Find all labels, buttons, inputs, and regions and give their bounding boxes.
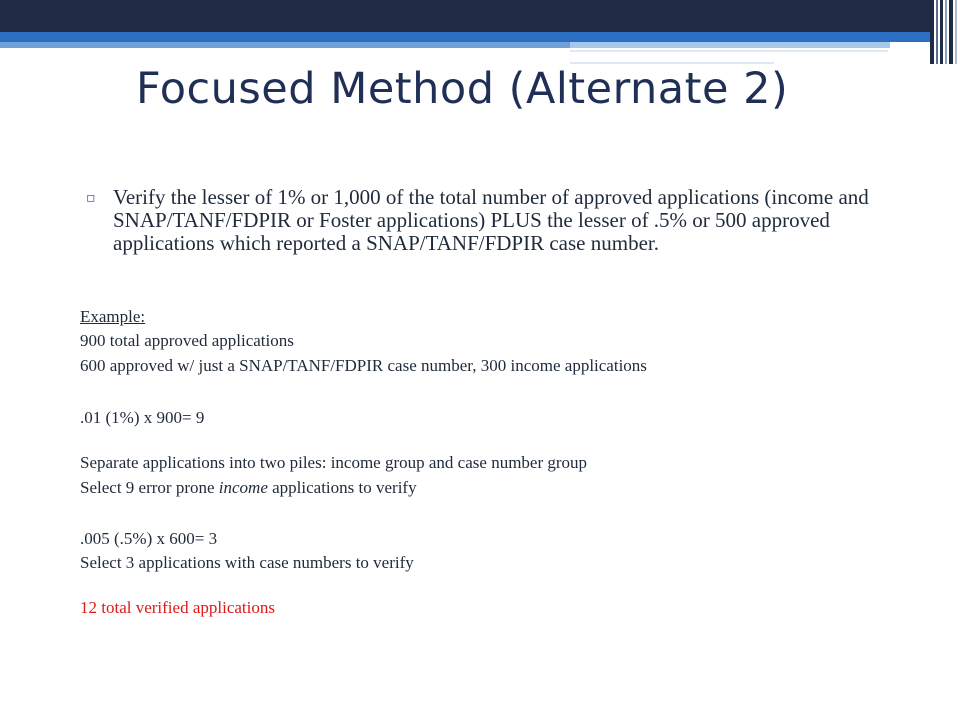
decorative-bar bbox=[940, 0, 943, 64]
bullet-item bbox=[86, 186, 876, 255]
decorative-bar bbox=[949, 0, 953, 64]
decorative-bar bbox=[945, 0, 947, 64]
banner-strip bbox=[570, 42, 890, 48]
example-line: 600 approved w/ just a SNAP/TANF/FDPIR case number, 300 income applications bbox=[80, 356, 647, 375]
slide-title: Focused Method (Alternate 2) bbox=[136, 64, 789, 114]
banner-line bbox=[570, 50, 888, 52]
bullet-text: Verify the lesser of 1% or 1,000 of the total number of approved applications (income and SNAP/TANF/FDPIR or Foster applications) PLUS the lesser of .5% or 500 approved applications which reported a SNAP/TANF/FDPIR case number. bbox=[113, 185, 869, 255]
example-line: Select 3 applications with case numbers to verify bbox=[80, 553, 414, 572]
decorative-bar bbox=[936, 0, 938, 64]
decorative-bar bbox=[955, 0, 957, 64]
total-line: 12 total verified applications bbox=[80, 598, 275, 617]
example-heading: Example: bbox=[80, 307, 146, 326]
text-segment: Select 9 error prone bbox=[80, 478, 219, 497]
calculation-line: .005 (.5%) x 600= 3 bbox=[80, 529, 218, 548]
decorative-bar bbox=[930, 0, 934, 64]
example-line: 900 total approved applications bbox=[80, 331, 294, 350]
emphasis-text: income bbox=[218, 478, 268, 497]
calculation-line: .01 (1%) x 900= 9 bbox=[80, 408, 205, 427]
example-line bbox=[80, 478, 417, 498]
text-segment: applications to verify bbox=[267, 478, 417, 497]
example-line: Separate applications into two piles: income group and case number group bbox=[80, 453, 588, 472]
bullet-icon: ▫ bbox=[86, 190, 96, 206]
top-banner-accent bbox=[0, 32, 930, 42]
banner-strip bbox=[0, 42, 570, 48]
top-banner bbox=[0, 0, 930, 32]
